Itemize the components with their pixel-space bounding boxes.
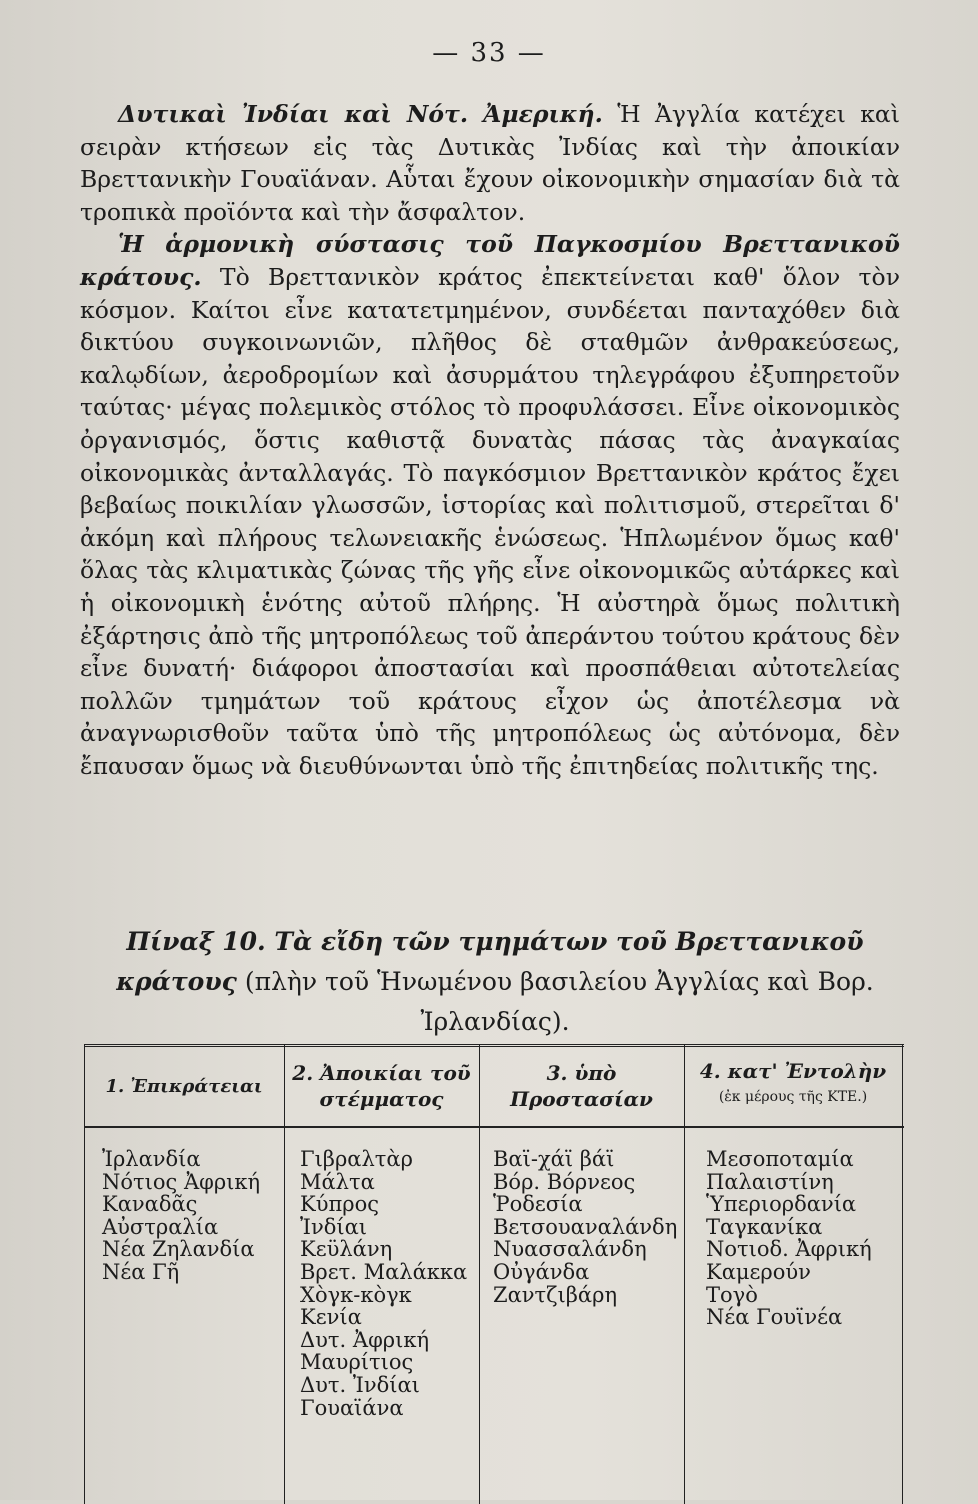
page-number: — 33 —	[432, 38, 546, 68]
list-item: Βαϊ-χάϊ βάϊ	[493, 1147, 615, 1171]
paragraph-empire	[80, 228, 900, 782]
list-item: Ῥοδεσία	[493, 1192, 583, 1217]
table-title-bold: Πίναξ 10. Τὰ εἴδη τῶν τμημάτων τοῦ Βρεττανικοῦ κράτους	[116, 927, 864, 996]
column-header-block	[688, 1058, 898, 1110]
column-divider	[284, 1044, 285, 1504]
column-list	[706, 1148, 872, 1329]
column-header: 4. κατ' Ἐντολὴν	[699, 1059, 887, 1083]
paragraph-heading: Ἡ ἁρμονικὴ σύστασις τοῦ Παγκοσμίου Βρεττανικοῦ κράτους.	[80, 230, 900, 291]
table-header-rule	[84, 1126, 904, 1128]
column-header: 2. Ἀποικίαι τοῦ στέμματος	[292, 1061, 471, 1111]
list-item: Ταγκανίκα	[706, 1214, 823, 1239]
list-item: Χὸγκ-κὸγκ	[300, 1282, 412, 1307]
column-list	[493, 1148, 677, 1306]
column-header: 3. ὑπὸ Προστασίαν	[510, 1061, 653, 1111]
list-item: Ἰρλανδία	[102, 1147, 201, 1171]
paragraph-west-indies	[80, 98, 900, 228]
list-item: Νυασσαλάνδη	[493, 1237, 647, 1262]
list-item: Ὑπεριορδανία	[706, 1192, 857, 1217]
paragraph-text: Τὸ Βρεττανικὸν κράτος ἐπεκτείνεται καθ' ὅλον τὸν κόσμον. Καίτοι εἶνε κατατετμημένον, συνδέεται πανταχόθεν διὰ δικτύου συγκοινωνιῶν, πλῆθος δὲ σταθμῶν ἀνθρακεύσεως, καλῳδίων, ἀεροδρομίων καὶ ἀσυρμάτου τηλεγράφου ἐξυπηρετοῦν ταύτας· μέγας πολεμικὸς στόλος τὸ προφυλάσσει. Εἶνε οἰκονομικὸς ὀργανισμός, ὅστις καθιστᾷ δυνατὰς πάσας τὰς ἀναγκαίας οἰκονομικὰς ἀνταλλαγάς. Τὸ παγκόσμιον Βρεττανικὸν κράτος ἔχει βεβαίως ποικιλίαν γλωσσῶν, ἱστορίας καὶ πολιτισμοῦ, στερεῖται δ' ἀκόμη καὶ πλήρους τελωνειακῆς ἑνώσεως. Ἡπλωμένον ὅμως καθ' ὅλας τὰς κλιματικὰς ζώνας τῆς γῆς εἶνε οἰκονομικῶς αὐτάρκες καὶ ἡ οἰκονομικὴ ἑνότης αὐτοῦ πλήρης. Ἡ αὐστηρὰ ὅμως πολιτικὴ ἐξάρτησις ἀπὸ τῆς μητροπόλεως τοῦ ἀπεράντου τούτου κράτους δὲν εἶνε δυνατή· διάφοροι ἀποστασίαι καὶ προσπάθειαι αὐτοτελείας πολλῶν τμημάτων τοῦ κράτους εἶχον ὡς ἀποτέλεσμα νὰ ἀναγνωρισθοῦν ταῦτα ὑπὸ τῆς μητροπόλεως ὡς αὐτόνομα, δὲν ἔπαυσαν ὅμως νὰ διευθύνωνται ὑπὸ τῆς ἐπιτηδείας πολιτικῆς της.	[80, 262, 900, 780]
list-item: Νέα Ζηλανδία	[102, 1237, 255, 1262]
list-item: Νοτιοδ. Ἀφρική	[706, 1237, 872, 1262]
list-item: Τογὸ	[706, 1282, 758, 1307]
table-border-left	[84, 1044, 85, 1504]
table-title-normal: (πλὴν τοῦ Ἡνωμένου βασιλείου Ἀγγλίας καὶ Βορ. Ἰρλανδίας).	[236, 967, 874, 1036]
column-list	[300, 1148, 467, 1419]
body-text	[80, 98, 900, 782]
list-item: Παλαιστίνη	[706, 1169, 834, 1194]
table-border-right	[902, 1044, 903, 1504]
table-title	[100, 922, 890, 1042]
list-item: Οὐγάνδα	[493, 1259, 590, 1284]
list-item: Κύπρος	[300, 1192, 380, 1217]
column-header: 1. Ἐπικράτειαι	[105, 1076, 263, 1097]
paragraph-heading: Δυτικαὶ Ἰνδίαι καὶ Νότ. Ἀμερική.	[118, 100, 603, 128]
table-top-rule	[84, 1044, 904, 1051]
list-item: Βετσουαναλάνδη	[493, 1214, 678, 1239]
list-item: Κενία	[300, 1305, 362, 1330]
list-item: Καμερούν	[706, 1259, 811, 1284]
column-divider	[479, 1044, 480, 1504]
paragraph-text: Ἡ Ἀγγλία κατέχει καὶ σειρὰν κτήσεων εἰς τὰς Δυτικὰς Ἰνδίας καὶ τὴν ἀποικίαν Βρεττανικὴν Γουαϊάναν. Αὗται ἔχουν οἰκονομικὴν σημασίαν διὰ τὰ τροπικὰ προϊόντα καὶ τὴν ἄσφαλτον.	[80, 100, 900, 226]
list-item: Μαυρίτιος	[300, 1350, 414, 1375]
list-item: Ζαντζιβάρη	[493, 1282, 618, 1307]
territories-table	[84, 1044, 904, 1504]
list-item: Γιβραλτὰρ	[300, 1147, 413, 1171]
list-item: Κεϋλάνη	[300, 1237, 393, 1262]
list-item: Καναδᾶς	[102, 1192, 198, 1217]
list-item: Νέα Γῆ	[102, 1259, 180, 1284]
list-item: Μάλτα	[300, 1169, 375, 1194]
list-item: Νότιος Ἀφρική	[102, 1169, 261, 1194]
list-item: Βρετ. Μαλάκκα	[300, 1259, 468, 1284]
column-list	[102, 1148, 260, 1284]
column-divider	[684, 1044, 685, 1504]
list-item: Δυτ. Ἀφρική	[300, 1327, 430, 1352]
list-item: Δυτ. Ἰνδίαι	[300, 1372, 420, 1397]
list-item: Ἰνδίαι	[300, 1214, 367, 1239]
list-item: Μεσοποταμία	[706, 1147, 854, 1171]
list-item: Αὐστραλία	[102, 1214, 219, 1239]
column-header-note: (ἐκ μέρους τῆς ΚΤΕ.)	[718, 1089, 868, 1105]
list-item: Νέα Γουϊνέα	[706, 1305, 843, 1330]
list-item: Βόρ. Βόρνεος	[493, 1169, 636, 1194]
list-item: Γουαϊάνα	[300, 1395, 404, 1420]
